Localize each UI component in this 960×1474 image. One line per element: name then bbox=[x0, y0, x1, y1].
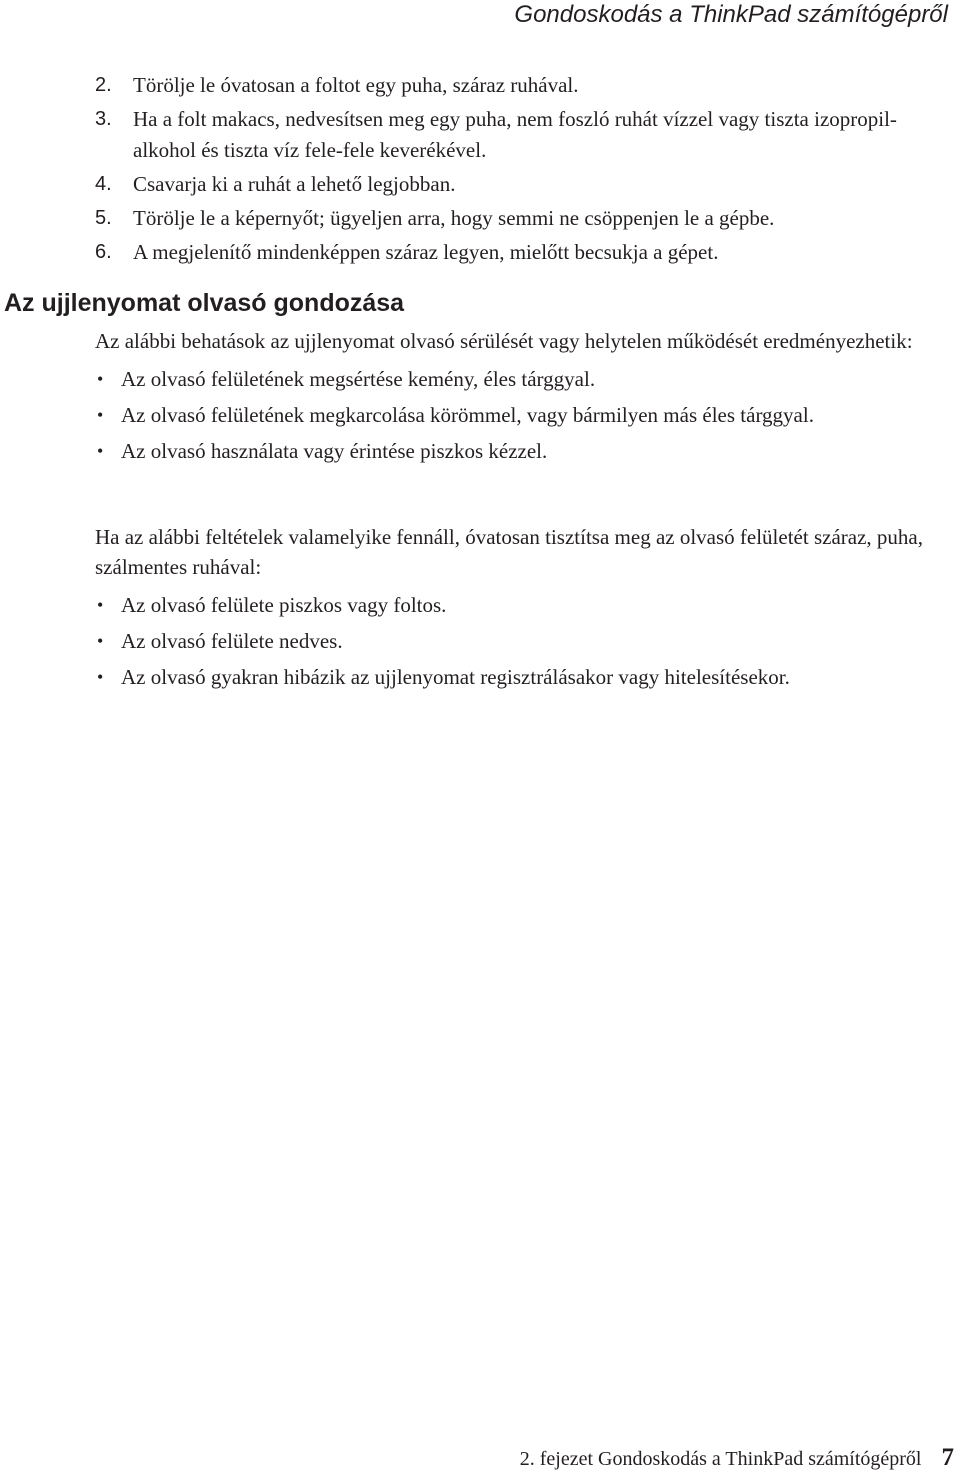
bullet-icon: • bbox=[97, 667, 104, 687]
step-text: Ha a folt makacs, nedvesítsen meg egy puha, nem foszló ruhát vízzel vagy tiszta izopropil-alkohol és tiszta víz fele-fele keverékével. bbox=[133, 107, 897, 162]
list-item-text: Az olvasó felülete nedves. bbox=[121, 629, 343, 653]
step-item bbox=[95, 169, 945, 200]
list-item bbox=[95, 364, 945, 394]
step-item bbox=[95, 237, 945, 268]
step-number: 2. bbox=[95, 74, 112, 96]
step-number: 3. bbox=[95, 108, 112, 130]
cleaning-conditions-list bbox=[95, 590, 945, 692]
list-item-text: Az olvasó felülete piszkos vagy foltos. bbox=[121, 593, 447, 617]
step-text: Törölje le a képernyőt; ügyeljen arra, hogy semmi ne csöppenjen le a gépbe. bbox=[133, 206, 775, 230]
list-item-text: Az olvasó felületének megsértése kemény, éles tárggyal. bbox=[121, 367, 596, 391]
page-footer bbox=[520, 1443, 954, 1474]
list-item bbox=[95, 626, 945, 656]
cleaning-intro-paragraph: Ha az alábbi feltételek valamelyike fennáll, óvatosan tisztítsa meg az olvasó felületét száraz, puha, szálmentes ruhával: bbox=[95, 525, 923, 579]
damage-causes-block bbox=[95, 326, 945, 466]
bullet-icon: • bbox=[97, 369, 104, 389]
step-item bbox=[95, 104, 945, 166]
step-text: Csavarja ki a ruhát a lehető legjobban. bbox=[133, 172, 456, 196]
damage-intro-paragraph: Az alábbi behatások az ujjlenyomat olvasó sérülését vagy helytelen működését eredményezhetik: bbox=[95, 329, 913, 353]
bullet-icon: • bbox=[97, 595, 104, 615]
section-heading: Az ujjlenyomat olvasó gondozása bbox=[4, 289, 405, 317]
list-item-text: Az olvasó használata vagy érintése piszkos kézzel. bbox=[121, 439, 548, 463]
list-item-text: Az olvasó felületének megkarcolása körömmel, vagy bármilyen más éles tárggyal. bbox=[121, 403, 814, 427]
step-item bbox=[95, 203, 945, 234]
step-number: 6. bbox=[95, 241, 112, 263]
step-number: 4. bbox=[95, 173, 112, 195]
list-item bbox=[95, 436, 945, 466]
running-header-title: Gondoskodás a ThinkPad számítógépről bbox=[514, 1, 948, 28]
list-item bbox=[95, 590, 945, 620]
cleaning-conditions-block bbox=[95, 522, 945, 692]
damage-causes-list bbox=[95, 364, 945, 466]
step-text: Törölje le óvatosan a foltot egy puha, száraz ruhával. bbox=[133, 73, 579, 97]
bullet-icon: • bbox=[97, 405, 104, 425]
bullet-icon: • bbox=[97, 441, 104, 461]
step-number: 5. bbox=[95, 207, 112, 229]
list-item-text: Az olvasó gyakran hibázik az ujjlenyomat regisztrálásakor vagy hitelesítésekor. bbox=[121, 665, 790, 689]
bullet-icon: • bbox=[97, 631, 104, 651]
list-item bbox=[95, 400, 945, 430]
page-number: 7 bbox=[941, 1444, 954, 1471]
list-item bbox=[95, 662, 945, 692]
step-text: A megjelenítő mindenképpen száraz legyen, mielőtt becsukja a gépet. bbox=[133, 240, 719, 264]
step-item bbox=[95, 70, 945, 101]
footer-chapter-title: 2. fejezet Gondoskodás a ThinkPad számítógépről bbox=[519, 1448, 922, 1470]
cleaning-steps-list bbox=[95, 70, 945, 271]
